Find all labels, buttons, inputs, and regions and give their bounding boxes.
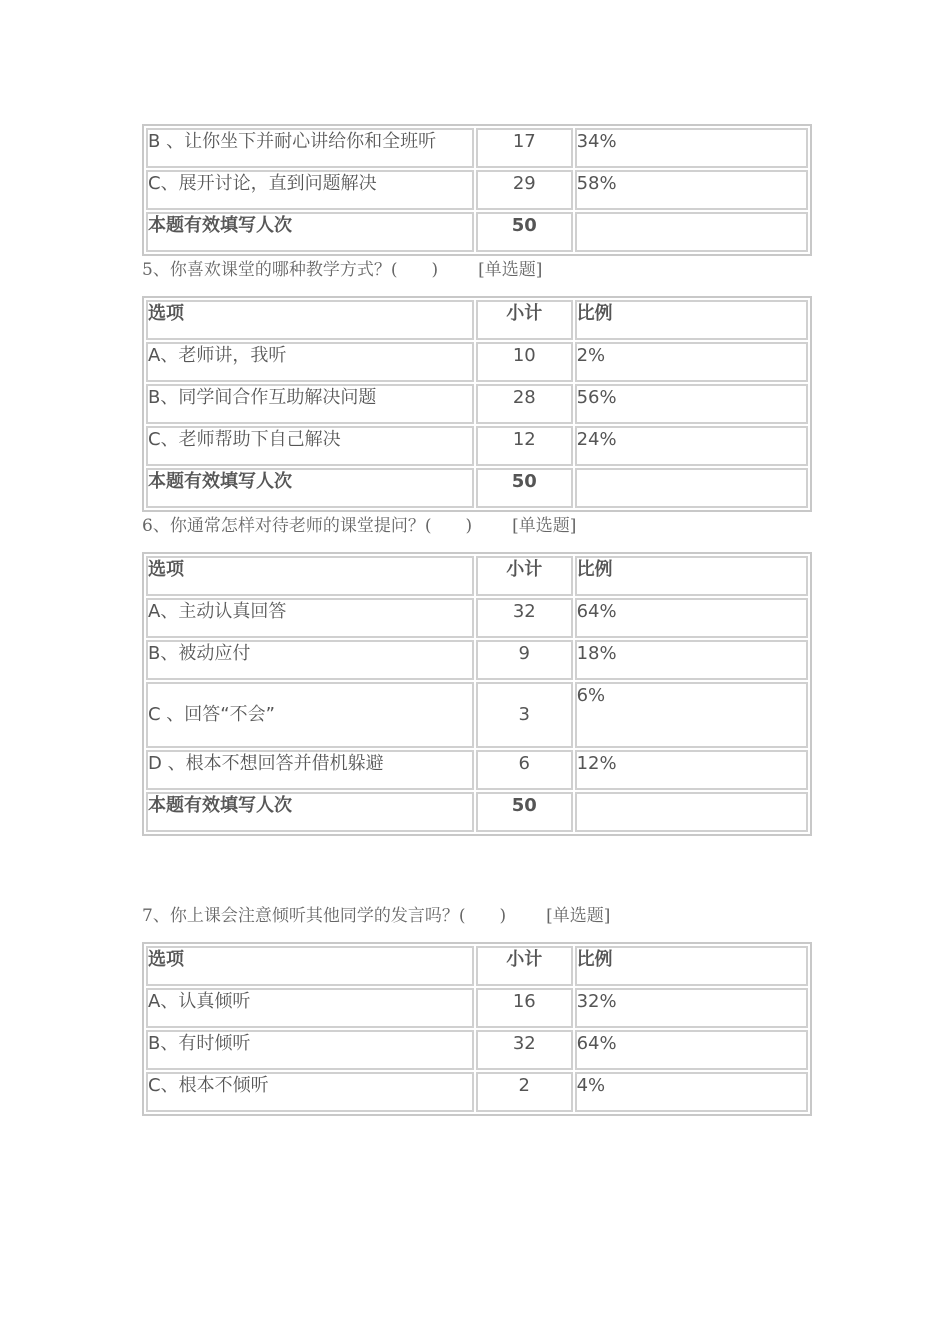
count-cell: 6 — [476, 750, 573, 790]
total-percent — [575, 468, 808, 508]
table-row — [146, 170, 808, 210]
header-percent: 比例 — [575, 946, 808, 986]
question-6 — [142, 512, 812, 552]
option-cell: C、展开讨论，直到问题解决 — [146, 170, 474, 210]
question-text: 5、你喜欢课堂的哪种教学方式？( ) — [142, 260, 439, 280]
question-text: 7、你上课会注意倾听其他同学的发言吗？( ) — [142, 906, 507, 926]
table-row — [146, 384, 808, 424]
question-type: [单选题] — [478, 260, 543, 280]
option-cell: C、根本不倾听 — [146, 1072, 474, 1112]
total-percent — [575, 212, 808, 252]
table-row — [146, 1072, 808, 1112]
percent-cell: 18% — [575, 640, 808, 680]
header-percent: 比例 — [575, 300, 808, 340]
option-cell: A、主动认真回答 — [146, 598, 474, 638]
total-count: 50 — [476, 792, 573, 832]
q4-results-table — [142, 124, 812, 256]
header-row — [146, 300, 808, 340]
table-row — [146, 1030, 808, 1070]
header-option: 选项 — [146, 946, 474, 986]
header-percent: 比例 — [575, 556, 808, 596]
total-count: 50 — [476, 212, 573, 252]
header-option: 选项 — [146, 556, 474, 596]
table-row — [146, 426, 808, 466]
question-type: [单选题] — [512, 516, 577, 536]
header-count: 小计 — [476, 300, 573, 340]
header-row — [146, 946, 808, 986]
percent-cell: 4% — [575, 1072, 808, 1112]
percent-cell: 64% — [575, 598, 808, 638]
option-cell: C、老师帮助下自己解决 — [146, 426, 474, 466]
total-row — [146, 468, 808, 508]
percent-cell: 64% — [575, 1030, 808, 1070]
count-cell: 10 — [476, 342, 573, 382]
option-cell: B、被动应付 — [146, 640, 474, 680]
option-cell: C 、回答“不会” — [146, 682, 474, 748]
table-row — [146, 682, 808, 748]
count-cell: 28 — [476, 384, 573, 424]
count-cell: 16 — [476, 988, 573, 1028]
table-row — [146, 640, 808, 680]
q6-results-table — [142, 552, 812, 836]
total-count: 50 — [476, 468, 573, 508]
table-row — [146, 750, 808, 790]
percent-cell: 6% — [575, 682, 808, 748]
table-row — [146, 988, 808, 1028]
option-cell: D 、根本不想回答并借机躲避 — [146, 750, 474, 790]
table-row — [146, 342, 808, 382]
percent-cell: 56% — [575, 384, 808, 424]
count-cell: 12 — [476, 426, 573, 466]
question-5 — [142, 256, 812, 296]
percent-cell: 34% — [575, 128, 808, 168]
percent-cell: 12% — [575, 750, 808, 790]
total-row — [146, 212, 808, 252]
option-cell: B、同学间合作互助解决问题 — [146, 384, 474, 424]
question-7 — [142, 902, 812, 942]
table-row — [146, 598, 808, 638]
header-row — [146, 556, 808, 596]
count-cell: 32 — [476, 1030, 573, 1070]
option-cell: B、有时倾听 — [146, 1030, 474, 1070]
total-label: 本题有效填写人次 — [146, 212, 474, 252]
total-row — [146, 792, 808, 832]
count-cell: 2 — [476, 1072, 573, 1112]
count-cell: 3 — [476, 682, 573, 748]
count-cell: 29 — [476, 170, 573, 210]
option-cell: A、认真倾听 — [146, 988, 474, 1028]
question-text: 6、你通常怎样对待老师的课堂提问？( ) — [142, 516, 473, 536]
percent-cell: 2% — [575, 342, 808, 382]
option-cell: B 、让你坐下并耐心讲给你和全班听 — [146, 128, 474, 168]
spacer — [142, 836, 812, 902]
q5-results-table — [142, 296, 812, 512]
question-type: [单选题] — [546, 906, 611, 926]
table-row — [146, 128, 808, 168]
header-count: 小计 — [476, 946, 573, 986]
percent-cell: 58% — [575, 170, 808, 210]
header-option: 选项 — [146, 300, 474, 340]
count-cell: 17 — [476, 128, 573, 168]
document-page — [142, 124, 812, 1116]
option-cell: A、老师讲，我听 — [146, 342, 474, 382]
q7-results-table — [142, 942, 812, 1116]
total-label: 本题有效填写人次 — [146, 792, 474, 832]
percent-cell: 24% — [575, 426, 808, 466]
count-cell: 32 — [476, 598, 573, 638]
percent-cell: 32% — [575, 988, 808, 1028]
total-label: 本题有效填写人次 — [146, 468, 474, 508]
count-cell: 9 — [476, 640, 573, 680]
header-count: 小计 — [476, 556, 573, 596]
total-percent — [575, 792, 808, 832]
